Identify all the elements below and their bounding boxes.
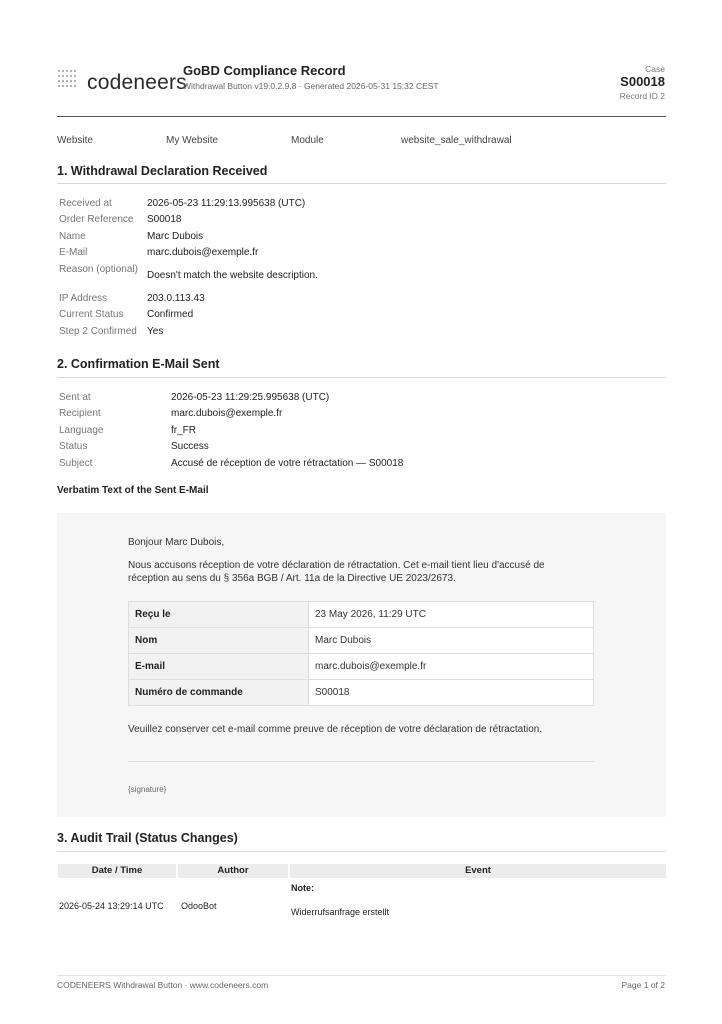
footer-page-number: Page 1 of 2 — [621, 980, 665, 990]
kv-label: E-Mail — [59, 247, 88, 258]
module-label: Module — [291, 135, 324, 146]
table-row — [129, 628, 594, 654]
kv-label: Language — [59, 425, 104, 436]
email-intro-line-2: réception au sens du § 356a BGB / Art. 11a de la Directive UE 2023/2673. — [128, 573, 456, 584]
table-cell-value: Marc Dubois — [309, 628, 594, 654]
section-2-title: 2. Confirmation E-Mail Sent — [57, 357, 220, 371]
logo-text: codeneers — [87, 71, 187, 94]
kv-value: S00018 — [147, 214, 182, 225]
document-subtitle: Withdrawal Button v19.0.2.9.8 · Generated 2026-05-31 15:32 CEST — [183, 81, 439, 91]
kv-value: Confirmed — [147, 309, 194, 320]
audit-row-datetime: 2026-05-24 13:29:14 UTC — [59, 901, 164, 911]
kv-label: Current Status — [59, 309, 124, 320]
kv-value: marc.dubois@exemple.fr — [147, 247, 259, 258]
kv-label: Sent at — [59, 392, 91, 403]
kv-value: 2026-05-23 11:29:13.995638 (UTC) — [147, 198, 306, 209]
kv-label: IP Address — [59, 293, 108, 304]
audit-row-event-label: Note: — [291, 883, 314, 893]
audit-header-author: Author — [178, 864, 288, 878]
kv-label: Status — [59, 441, 88, 452]
email-signature: {signature} — [128, 785, 167, 794]
audit-header-datetime: Date / Time — [58, 864, 176, 878]
case-label: Case — [645, 64, 665, 74]
email-closing: Veuillez conserver cet e-mail comme preuve de réception de votre déclaration de rétractation. — [128, 724, 543, 735]
section-1-divider — [57, 183, 666, 184]
footer-left: CODENEERS Withdrawal Button · www.codeneers.com — [57, 980, 269, 990]
email-intro-line-1: Nous accusons réception de votre déclaration de rétractation. Cet e-mail tient lieu d'accusé de — [128, 560, 545, 571]
website-value: My Website — [166, 135, 219, 146]
kv-label: Received at — [59, 198, 112, 209]
email-divider — [128, 761, 594, 762]
kv-label: Step 2 Confirmed — [59, 326, 137, 337]
header-divider — [57, 116, 666, 117]
table-row — [129, 680, 594, 706]
table-cell-label: E-mail — [129, 654, 309, 680]
email-greeting: Bonjour Marc Dubois, — [128, 537, 225, 548]
kv-value: 2026-05-23 11:29:25.995638 (UTC) — [171, 392, 330, 403]
kv-label: Reason (optional) — [59, 264, 138, 275]
website-label: Website — [57, 135, 93, 146]
section-1-title: 1. Withdrawal Declaration Received — [57, 164, 268, 178]
table-cell-value: 23 May 2026, 11:29 UTC — [309, 602, 594, 628]
email-details-table — [128, 601, 594, 706]
kv-value: marc.dubois@exemple.fr — [171, 408, 283, 419]
table-row — [129, 654, 594, 680]
kv-value: fr_FR — [171, 425, 196, 436]
audit-header-event: Event — [290, 864, 666, 878]
section-3-divider — [57, 851, 666, 852]
kv-label: Order Reference — [59, 214, 134, 225]
audit-row-event-text: Widerrufsanfrage erstellt — [291, 907, 390, 917]
kv-value: Marc Dubois — [147, 231, 204, 242]
module-value: website_sale_withdrawal — [401, 135, 512, 146]
audit-row-author: OdooBot — [181, 901, 217, 911]
table-cell-value: marc.dubois@exemple.fr — [309, 654, 594, 680]
kv-label: Name — [59, 231, 86, 242]
table-row — [129, 602, 594, 628]
kv-label: Subject — [59, 458, 93, 469]
section-3-title: 3. Audit Trail (Status Changes) — [57, 831, 238, 845]
company-logo — [58, 70, 187, 96]
case-number: S00018 — [620, 74, 665, 89]
table-cell-label: Nom — [129, 628, 309, 654]
kv-value: Success — [171, 441, 209, 452]
kv-value: 203.0.113.43 — [147, 293, 205, 304]
section-2-divider — [57, 377, 666, 378]
verbatim-email-title: Verbatim Text of the Sent E-Mail — [57, 485, 209, 496]
table-cell-value: S00018 — [309, 680, 594, 706]
record-id: Record ID 2 — [619, 91, 665, 101]
document-title: GoBD Compliance Record — [183, 63, 346, 78]
table-cell-label: Reçu le — [129, 602, 309, 628]
logo-dots-icon — [58, 70, 78, 96]
kv-value: Doesn't match the website description. — [147, 270, 318, 281]
footer-divider — [57, 975, 666, 976]
table-cell-label: Numéro de commande — [129, 680, 309, 706]
kv-value: Accusé de réception de votre rétractation — S00018 — [171, 458, 404, 469]
kv-value: Yes — [147, 326, 164, 337]
kv-label: Recipient — [59, 408, 101, 419]
